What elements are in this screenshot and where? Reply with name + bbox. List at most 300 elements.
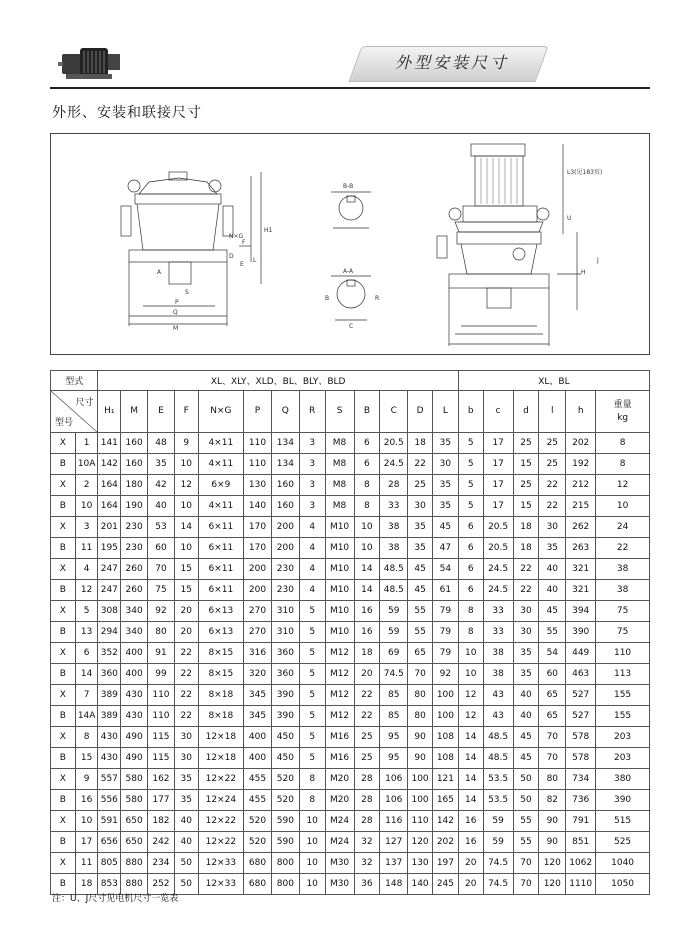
table-cell: 3 — [299, 433, 325, 454]
table-cell: 6×9 — [198, 475, 243, 496]
table-cell: 321 — [566, 559, 596, 580]
label-d: D — [229, 253, 234, 260]
table-row — [51, 580, 650, 601]
table-cell: 6×13 — [198, 601, 243, 622]
table-cell: 48.5 — [483, 727, 513, 748]
table-cell: 85 — [380, 706, 408, 727]
table-cell: 155 — [596, 685, 650, 706]
table-cell: 92 — [432, 664, 458, 685]
table-cell: 6 — [354, 454, 380, 475]
table-cell: 6×11 — [198, 538, 243, 559]
table-cell: 74.5 — [483, 874, 513, 895]
table-cell: 20.5 — [483, 517, 513, 538]
table-cell: 59 — [483, 811, 513, 832]
table-cell: 115 — [148, 748, 175, 769]
table-cell: 70 — [539, 727, 566, 748]
table-cell: 95 — [380, 727, 408, 748]
table-cell: 22 — [513, 559, 539, 580]
label-aa: A-A — [343, 268, 354, 275]
table-cell: 16 — [75, 790, 98, 811]
table-cell: 345 — [244, 706, 272, 727]
table-cell: 345 — [244, 685, 272, 706]
column-header: d — [513, 391, 539, 433]
table-cell: X — [51, 601, 76, 622]
table-cell: 30 — [539, 517, 566, 538]
table-cell: 17 — [483, 475, 513, 496]
table-cell: M10 — [325, 559, 354, 580]
table-cell: 10 — [354, 517, 380, 538]
table-cell: 142 — [98, 454, 121, 475]
column-header: B — [354, 391, 380, 433]
table-cell: 20.5 — [483, 538, 513, 559]
table-cell: B — [51, 538, 76, 559]
table-cell: 360 — [271, 643, 299, 664]
table-cell: 8 — [354, 475, 380, 496]
table-cell: 110 — [148, 685, 175, 706]
table-cell: 45 — [539, 601, 566, 622]
table-cell: 100 — [408, 790, 433, 811]
table-cell: 28 — [354, 811, 380, 832]
table-row — [51, 832, 650, 853]
table-cell: 32 — [354, 832, 380, 853]
table-cell: 16 — [354, 622, 380, 643]
table-cell: 70 — [408, 664, 433, 685]
table-cell: 55 — [513, 832, 539, 853]
table-cell: 5 — [75, 601, 98, 622]
table-cell: 30 — [174, 727, 198, 748]
table-cell: 736 — [566, 790, 596, 811]
table-cell: M12 — [325, 664, 354, 685]
table-cell: M20 — [325, 769, 354, 790]
table-cell: 203 — [596, 748, 650, 769]
table-cell: 260 — [121, 559, 148, 580]
table-cell: 160 — [121, 454, 148, 475]
table-cell: 42 — [148, 475, 175, 496]
table-cell: 20 — [458, 853, 483, 874]
table-cell: 880 — [121, 874, 148, 895]
table-cell: X — [51, 811, 76, 832]
table-cell: 100 — [408, 769, 433, 790]
table-cell: 321 — [566, 580, 596, 601]
table-cell: 2 — [75, 475, 98, 496]
table-cell: 35 — [432, 433, 458, 454]
label-q: Q — [173, 309, 178, 316]
table-row — [51, 769, 650, 790]
table-cell: 17 — [75, 832, 98, 853]
table-cell: 162 — [148, 769, 175, 790]
table-cell: 3 — [299, 475, 325, 496]
table-cell: 252 — [148, 874, 175, 895]
table-cell: X — [51, 685, 76, 706]
table-cell: 13 — [75, 622, 98, 643]
table-cell: 851 — [566, 832, 596, 853]
table-cell: 380 — [596, 769, 650, 790]
table-cell: 70 — [148, 559, 175, 580]
table-cell: 10A — [75, 454, 98, 475]
footnote: 注：U、J尺寸见电机尺寸一览表 — [52, 894, 179, 904]
table-cell: X — [51, 727, 76, 748]
table-cell: 245 — [432, 874, 458, 895]
column-header: C — [380, 391, 408, 433]
table-cell: 8 — [354, 496, 380, 517]
table-cell: X — [51, 643, 76, 664]
table-cell: 308 — [98, 601, 121, 622]
table-cell: 35 — [432, 475, 458, 496]
table-cell: 10 — [354, 538, 380, 559]
table-cell: 25 — [513, 475, 539, 496]
table-cell: B — [51, 664, 76, 685]
table-cell: 33 — [483, 601, 513, 622]
table-cell: 53 — [148, 517, 175, 538]
column-header: L — [432, 391, 458, 433]
table-cell: 170 — [244, 538, 272, 559]
table-row — [51, 601, 650, 622]
table-cell: 294 — [98, 622, 121, 643]
label-h1: H1 — [264, 227, 273, 234]
table-cell: 40 — [148, 496, 175, 517]
table-cell: 22 — [539, 496, 566, 517]
table-cell: 6×11 — [198, 517, 243, 538]
table-cell: 680 — [244, 853, 272, 874]
table-cell: 48 — [148, 433, 175, 454]
table-cell: 38 — [596, 559, 650, 580]
table-cell: 1 — [75, 433, 98, 454]
table-cell: 33 — [483, 622, 513, 643]
table-cell: 60 — [539, 664, 566, 685]
table-cell: B — [51, 874, 76, 895]
table-cell: 10 — [75, 496, 98, 517]
label-f: F — [242, 239, 246, 246]
table-cell: 25 — [539, 433, 566, 454]
table-cell: 48.5 — [483, 748, 513, 769]
table-cell: 6×11 — [198, 559, 243, 580]
table-cell: 180 — [121, 475, 148, 496]
table-cell: 10 — [174, 454, 198, 475]
table-cell: 30 — [174, 748, 198, 769]
table-cell: 527 — [566, 706, 596, 727]
table-cell: 5 — [299, 748, 325, 769]
table-cell: 110 — [148, 706, 175, 727]
table-cell: 22 — [174, 685, 198, 706]
table-cell: 16 — [458, 811, 483, 832]
table-cell: 5 — [299, 622, 325, 643]
table-cell: 680 — [244, 874, 272, 895]
label-j: J — [597, 257, 599, 264]
table-cell: 22 — [408, 454, 433, 475]
table-cell: 45 — [408, 559, 433, 580]
table-cell: 38 — [380, 538, 408, 559]
table-cell: 10 — [299, 832, 325, 853]
table-cell: 6 — [458, 559, 483, 580]
table-cell: 22 — [174, 643, 198, 664]
table-cell: 880 — [121, 853, 148, 874]
table-cell: M24 — [325, 811, 354, 832]
table-cell: 38 — [596, 580, 650, 601]
table-cell: M30 — [325, 853, 354, 874]
table-cell: 262 — [566, 517, 596, 538]
table-cell: 45 — [432, 517, 458, 538]
table-cell: X — [51, 433, 76, 454]
table-cell: 69 — [380, 643, 408, 664]
table-cell: 59 — [380, 601, 408, 622]
table-cell: 5 — [458, 433, 483, 454]
dimension-drawing — [50, 133, 650, 355]
table-cell: 18 — [75, 874, 98, 895]
table-cell: 55 — [408, 601, 433, 622]
table-cell: 90 — [408, 727, 433, 748]
table-cell: 28 — [354, 790, 380, 811]
table-cell: 60 — [148, 538, 175, 559]
table-cell: 45 — [513, 727, 539, 748]
table-row — [51, 622, 650, 643]
table-cell: 54 — [539, 643, 566, 664]
table-cell: 90 — [539, 832, 566, 853]
table-cell: 10 — [299, 874, 325, 895]
table-cell: 25 — [408, 475, 433, 496]
table-cell: 48.5 — [380, 559, 408, 580]
table-cell: 170 — [244, 517, 272, 538]
table-cell: 4 — [299, 559, 325, 580]
table-row — [51, 790, 650, 811]
table-cell: 310 — [271, 601, 299, 622]
table-cell: 22 — [596, 538, 650, 559]
table-cell: 650 — [121, 832, 148, 853]
label-l: L — [253, 257, 257, 264]
table-cell: 30 — [432, 454, 458, 475]
table-cell: 200 — [244, 559, 272, 580]
table-cell: 520 — [244, 811, 272, 832]
column-header: l — [539, 391, 566, 433]
table-cell: 515 — [596, 811, 650, 832]
table-cell: 557 — [98, 769, 121, 790]
table-cell: 580 — [121, 769, 148, 790]
table-cell: 9 — [174, 433, 198, 454]
table-cell: 200 — [271, 538, 299, 559]
table-cell: 50 — [513, 790, 539, 811]
table-cell: 6 — [458, 580, 483, 601]
table-cell: 16 — [354, 601, 380, 622]
table-cell: 10 — [174, 496, 198, 517]
table-cell: 6 — [458, 538, 483, 559]
column-header: Q — [271, 391, 299, 433]
table-cell: 14A — [75, 706, 98, 727]
table-cell: 1062 — [566, 853, 596, 874]
table-cell: 130 — [408, 853, 433, 874]
label-b: B — [325, 295, 330, 302]
table-cell: 38 — [380, 517, 408, 538]
label-s: S — [185, 289, 189, 296]
table-cell: 556 — [98, 790, 121, 811]
table-cell: 30 — [408, 496, 433, 517]
table-cell: 15 — [174, 580, 198, 601]
table-cell: 234 — [148, 853, 175, 874]
table-cell: 115 — [148, 727, 175, 748]
table-cell: 55 — [539, 622, 566, 643]
table-cell: 70 — [539, 748, 566, 769]
table-cell: 8×18 — [198, 706, 243, 727]
table-cell: 36 — [354, 874, 380, 895]
table-cell: 22 — [174, 706, 198, 727]
gear-motor-logo — [58, 40, 126, 82]
table-cell: 394 — [566, 601, 596, 622]
table-cell: 320 — [244, 664, 272, 685]
table-cell: M16 — [325, 727, 354, 748]
table-cell: 400 — [244, 748, 272, 769]
table-cell: 14 — [174, 517, 198, 538]
table-cell: 55 — [408, 622, 433, 643]
table-cell: B — [51, 706, 76, 727]
table-cell: 99 — [148, 664, 175, 685]
table-cell: 430 — [98, 748, 121, 769]
table-cell: 12 — [458, 706, 483, 727]
table-cell: 100 — [432, 685, 458, 706]
table-cell: 61 — [432, 580, 458, 601]
table-cell: 106 — [380, 769, 408, 790]
table-cell: 12×24 — [198, 790, 243, 811]
table-cell: 12 — [458, 685, 483, 706]
table-row — [51, 496, 650, 517]
table-cell: 24 — [596, 517, 650, 538]
table-cell: 6 — [354, 433, 380, 454]
table-cell: 120 — [539, 853, 566, 874]
column-header: b — [458, 391, 483, 433]
table-cell: 1050 — [596, 874, 650, 895]
column-header: N×G — [198, 391, 243, 433]
table-cell: 12×22 — [198, 832, 243, 853]
table-cell: 45 — [513, 748, 539, 769]
table-cell: 734 — [566, 769, 596, 790]
table-cell: 160 — [271, 475, 299, 496]
table-cell: 24.5 — [483, 559, 513, 580]
table-cell: 12 — [174, 475, 198, 496]
table-cell: 35 — [174, 790, 198, 811]
table-cell: 8×15 — [198, 664, 243, 685]
table-cell: 35 — [408, 517, 433, 538]
column-header: 重量 kg — [596, 391, 650, 433]
table-cell: 91 — [148, 643, 175, 664]
table-cell: 106 — [380, 790, 408, 811]
table-cell: 11 — [75, 538, 98, 559]
corner-top-label: 尺寸 — [75, 398, 94, 408]
table-cell: 14 — [458, 748, 483, 769]
table-cell: 35 — [432, 496, 458, 517]
table-cell: 10 — [458, 664, 483, 685]
table-cell: 22 — [354, 706, 380, 727]
table-cell: 32 — [354, 853, 380, 874]
table-cell: 201 — [98, 517, 121, 538]
table-cell: 6 — [458, 517, 483, 538]
table-cell: 20 — [174, 622, 198, 643]
table-cell: 40 — [513, 685, 539, 706]
table-cell: 8 — [596, 433, 650, 454]
table-cell: 59 — [380, 622, 408, 643]
table-cell: 40 — [174, 811, 198, 832]
table-cell: 455 — [244, 790, 272, 811]
column-header: E — [148, 391, 175, 433]
table-cell: 53.5 — [483, 769, 513, 790]
table-cell: 165 — [432, 790, 458, 811]
table-cell: 352 — [98, 643, 121, 664]
spec-table — [50, 370, 650, 895]
table-cell: 92 — [148, 601, 175, 622]
table-cell: 48.5 — [380, 580, 408, 601]
table-cell: 108 — [432, 727, 458, 748]
table-cell: 18 — [513, 517, 539, 538]
table-cell: 4×11 — [198, 496, 243, 517]
table-cell: X — [51, 475, 76, 496]
table-cell: 5 — [299, 643, 325, 664]
table-cell: 40 — [513, 706, 539, 727]
table-cell: 59 — [483, 832, 513, 853]
table-cell: 591 — [98, 811, 121, 832]
column-header: R — [299, 391, 325, 433]
table-cell: 360 — [98, 664, 121, 685]
table-cell: 197 — [432, 853, 458, 874]
table-cell: 202 — [432, 832, 458, 853]
table-cell: 390 — [596, 790, 650, 811]
table-cell: 164 — [98, 496, 121, 517]
table-cell: 90 — [539, 811, 566, 832]
table-cell: 1040 — [596, 853, 650, 874]
table-cell: 18 — [354, 643, 380, 664]
table-cell: 20.5 — [380, 433, 408, 454]
table-cell: 805 — [98, 853, 121, 874]
table-cell: 121 — [432, 769, 458, 790]
table-cell: 79 — [432, 601, 458, 622]
table-cell: 791 — [566, 811, 596, 832]
table-cell: 5 — [458, 454, 483, 475]
table-cell: 25 — [513, 433, 539, 454]
table-cell: 455 — [244, 769, 272, 790]
table-row — [51, 685, 650, 706]
table-cell: 3 — [299, 496, 325, 517]
table-cell: 47 — [432, 538, 458, 559]
table-cell: M8 — [325, 496, 354, 517]
label-l3: L3(见183页) — [567, 169, 603, 176]
table-cell: X — [51, 559, 76, 580]
table-cell: X — [51, 517, 76, 538]
table-cell: 340 — [121, 622, 148, 643]
table-cell: 75 — [596, 601, 650, 622]
table-cell: 108 — [432, 748, 458, 769]
table-cell: 450 — [271, 727, 299, 748]
label-bb: B-B — [343, 183, 354, 190]
table-cell: 75 — [596, 622, 650, 643]
table-cell: 70 — [513, 853, 539, 874]
table-cell: 140 — [244, 496, 272, 517]
table-cell: M10 — [325, 601, 354, 622]
table-cell: 192 — [566, 454, 596, 475]
table-cell: 25 — [354, 748, 380, 769]
table-cell: 195 — [98, 538, 121, 559]
table-cell: 430 — [121, 685, 148, 706]
table-cell: 8 — [458, 622, 483, 643]
table-cell: M8 — [325, 475, 354, 496]
table-cell: 134 — [271, 433, 299, 454]
table-cell: 4 — [299, 538, 325, 559]
table-cell: 182 — [148, 811, 175, 832]
table-cell: 430 — [121, 706, 148, 727]
table-cell: B — [51, 832, 76, 853]
table-cell: 35 — [539, 538, 566, 559]
table-cell: 79 — [432, 622, 458, 643]
table-cell: 127 — [380, 832, 408, 853]
header-row-groups — [51, 371, 650, 391]
table-cell: B — [51, 496, 76, 517]
table-cell: 35 — [148, 454, 175, 475]
table-cell: M10 — [325, 517, 354, 538]
table-cell: B — [51, 790, 76, 811]
